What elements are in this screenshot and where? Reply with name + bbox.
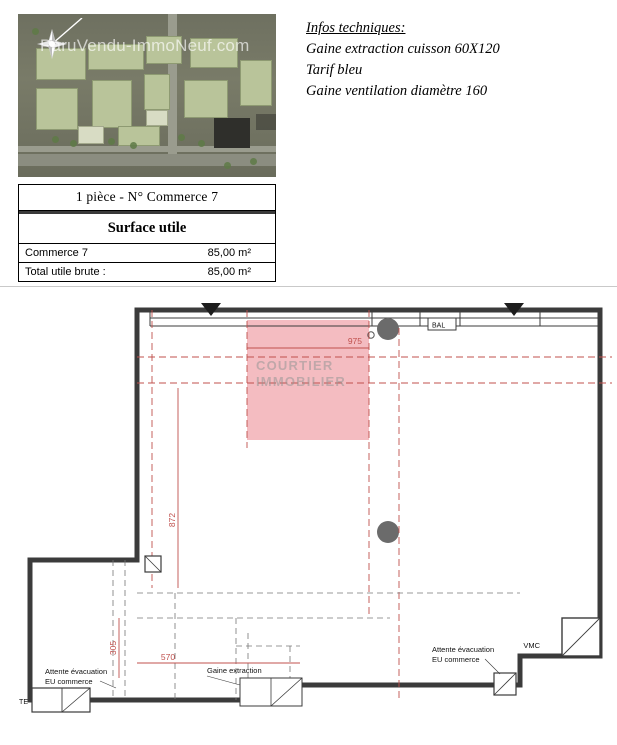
table-cell-label: Commerce 7 (25, 247, 88, 259)
watermark-plan (256, 358, 346, 390)
tree-icon (224, 162, 231, 169)
tree-icon (130, 142, 137, 149)
attente-left-line2: EU commerce (45, 677, 93, 686)
attente-right-line1: Attente évacuation (432, 645, 495, 654)
watermark-plan-line1: COURTIER (256, 358, 334, 373)
table-row (19, 263, 275, 281)
te-label: TE (19, 699, 28, 706)
floor-plan (0, 288, 617, 745)
table-header-label: 1 pièce - N° Commerce 7 (19, 185, 275, 211)
attente-left-line1: Attente évacuation (45, 667, 108, 676)
tree-icon (52, 136, 59, 143)
site-building (92, 80, 132, 128)
table-row (19, 244, 275, 263)
dimension-305 (108, 618, 119, 678)
technical-info-title: Infos techniques: (306, 20, 406, 36)
tree-icon (70, 140, 77, 147)
tree-icon (198, 140, 205, 147)
site-building (118, 126, 160, 146)
watermark-plan-line2: IMMOBILIER (256, 374, 346, 389)
dimension-570 (137, 652, 300, 663)
dimension-guides (137, 310, 612, 700)
site-block (256, 114, 276, 130)
table-cell-label: Total utile brute : (25, 266, 106, 278)
svg-text:570: 570 (160, 652, 176, 662)
site-building (240, 60, 272, 106)
dimension-872 (167, 388, 178, 588)
table-cell-value: 85,00 m² (207, 247, 251, 259)
tree-icon (108, 138, 115, 145)
tree-icon (178, 134, 185, 141)
watermark-top: ParuVendu-ImmoNeuf.com (40, 36, 250, 55)
svg-text:975: 975 (347, 336, 362, 346)
site-highlight-block (214, 118, 250, 148)
site-building (36, 88, 78, 130)
technical-info-line: Gaine extraction cuisson 60X120 (306, 41, 500, 57)
pillar (377, 521, 399, 543)
site-building (184, 80, 228, 118)
site-roof (78, 126, 104, 144)
site-roof (146, 110, 168, 126)
section-divider (0, 286, 617, 287)
svg-text:872: 872 (167, 512, 177, 528)
surface-table (18, 184, 276, 282)
table-cell-value: 85,00 m² (207, 266, 251, 278)
plan-grid-lines (113, 560, 520, 700)
gaine-extraction-label: Gaine extraction (207, 666, 262, 675)
te-box (32, 688, 90, 712)
attente-right-line2: EU commerce (432, 655, 480, 664)
pillar (377, 318, 399, 340)
svg-text:305: 305 (108, 640, 118, 656)
bal-label: BAL (432, 322, 446, 330)
table-title: Surface utile (19, 214, 275, 244)
vmc-label: VMC (523, 641, 540, 650)
site-plan-image (18, 14, 276, 177)
tree-icon (250, 158, 257, 165)
technical-info-block (306, 18, 500, 102)
site-building (144, 74, 170, 110)
technical-info-line: Gaine ventilation diamètre 160 (306, 83, 488, 99)
floor-plan-svg (0, 288, 617, 745)
technical-info-line: Tarif bleu (306, 62, 363, 78)
site-road-horizontal (18, 154, 276, 166)
